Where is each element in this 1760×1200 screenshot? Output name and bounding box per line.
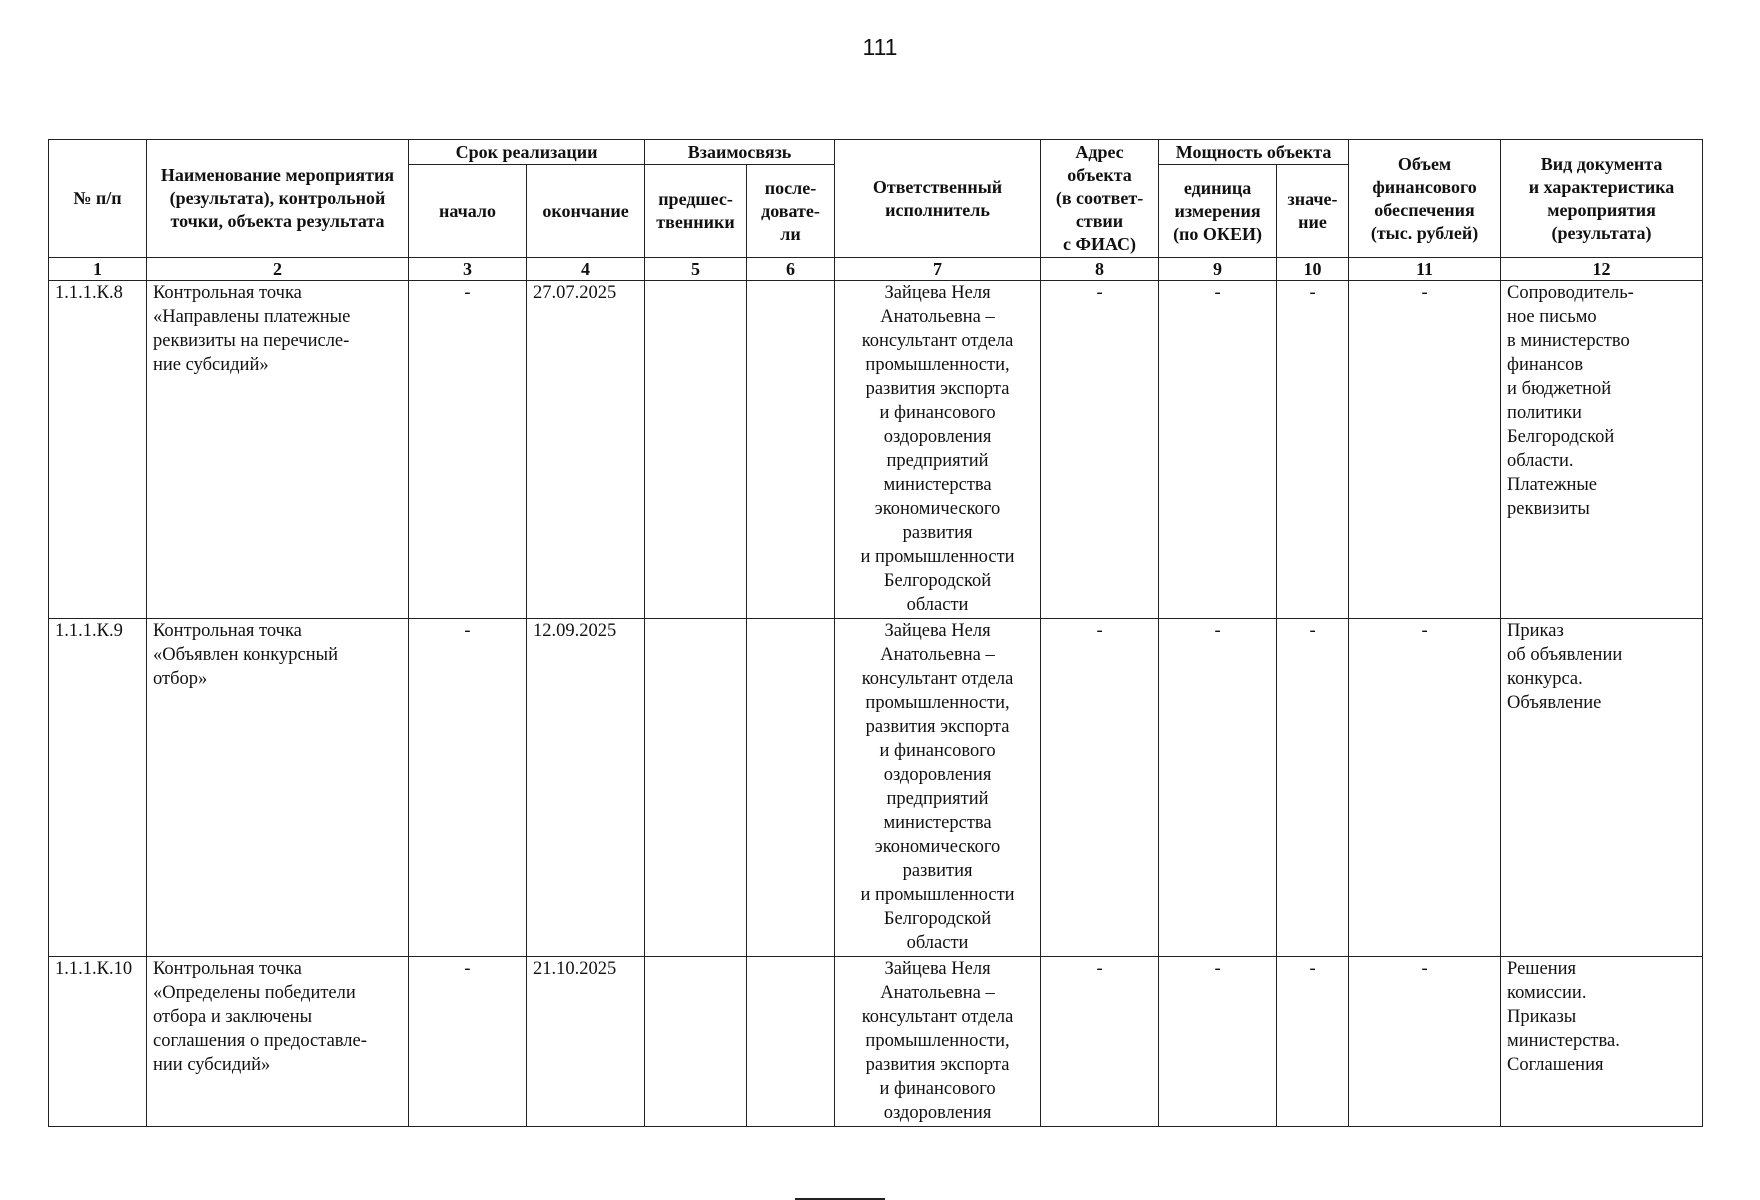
column-number: 8 [1041,258,1159,281]
row-prev [645,957,747,1127]
row-doc: Приказ об объявлении конкурса. Объявление [1501,619,1703,957]
header-capacity-value: значе- ние [1277,165,1349,258]
header-capacity-group: Мощность объекта [1159,140,1349,165]
row-address: - [1041,619,1159,957]
row-responsible: Зайцева Неля Анатольевна – консультант отдела промышленности, развития экспорта и финансового оздоровления [835,957,1041,1127]
row-prev [645,619,747,957]
column-number: 12 [1501,258,1703,281]
row-volume: - [1349,957,1501,1127]
column-number: 6 [747,258,835,281]
column-number: 10 [1277,258,1349,281]
row-doc: Решения комиссии. Приказы министерства. Соглашения [1501,957,1703,1127]
row-start: - [409,281,527,619]
row-volume: - [1349,281,1501,619]
row-code: 1.1.1.К.8 [49,281,147,619]
row-name: Контрольная точка «Объявлен конкурсный отбор» [147,619,409,957]
row-unit: - [1159,957,1277,1127]
column-number: 1 [49,258,147,281]
row-next [747,957,835,1127]
row-end: 12.09.2025 [527,619,645,957]
table-row [49,957,1703,1127]
row-next [747,281,835,619]
column-number: 9 [1159,258,1277,281]
table-row [49,281,1703,619]
row-volume: - [1349,619,1501,957]
row-end: 21.10.2025 [527,957,645,1127]
row-address: - [1041,281,1159,619]
row-code: 1.1.1.К.10 [49,957,147,1127]
implementation-plan-table [48,139,1703,1127]
row-prev [645,281,747,619]
column-number: 3 [409,258,527,281]
column-number: 2 [147,258,409,281]
column-number: 7 [835,258,1041,281]
header-doc-type: Вид документа и характеристика мероприятия (результата) [1501,140,1703,258]
header-responsible: Ответственный исполнитель [835,140,1041,258]
header-term-start: начало [409,165,527,258]
header-name: Наименование мероприятия (результата), контрольной точки, объекта результата [147,140,409,258]
row-start: - [409,957,527,1127]
row-end: 27.07.2025 [527,281,645,619]
column-number: 11 [1349,258,1501,281]
row-next [747,619,835,957]
table-header [49,140,1703,258]
row-name: Контрольная точка «Определены победители отбора и заключены соглашения о предоставле- нии субсидий» [147,957,409,1127]
row-value: - [1277,619,1349,957]
row-code: 1.1.1.К.9 [49,619,147,957]
row-value: - [1277,281,1349,619]
header-term-group: Срок реализации [409,140,645,165]
header-link-prev: предшес- твенники [645,165,747,258]
row-unit: - [1159,281,1277,619]
header-term-end: окончание [527,165,645,258]
header-volume: Объем финансового обеспечения (тыс. рублей) [1349,140,1501,258]
header-row-top [49,140,1703,165]
row-responsible: Зайцева Неля Анатольевна – консультант отдела промышленности, развития экспорта и финансового оздоровления предприятий министерства экономического развития и промышленности Белгородской области [835,619,1041,957]
table-row [49,619,1703,957]
row-value: - [1277,957,1349,1127]
column-number: 4 [527,258,645,281]
header-capacity-unit: единица измерения (по ОКЕИ) [1159,165,1277,258]
header-num: № п/п [49,140,147,258]
header-address: Адрес объекта (в соответ- ствии с ФИАС) [1041,140,1159,258]
column-number: 5 [645,258,747,281]
table-body [49,258,1703,1127]
row-unit: - [1159,619,1277,957]
header-link-next: после- довате- ли [747,165,835,258]
page-number: 111 [862,34,898,60]
row-start: - [409,619,527,957]
row-address: - [1041,957,1159,1127]
row-name: Контрольная точка «Направлены платежные реквизиты на перечисле- ние субсидий» [147,281,409,619]
row-responsible: Зайцева Неля Анатольевна – консультант отдела промышленности, развития экспорта и финансового оздоровления предприятий министерства экономического развития и промышленности Белгородской области [835,281,1041,619]
column-number-row [49,258,1703,281]
row-doc: Сопроводитель- ное письмо в министерство финансов и бюджетной политики Белгородской области. Платежные реквизиты [1501,281,1703,619]
header-link-group: Взаимосвязь [645,140,835,165]
